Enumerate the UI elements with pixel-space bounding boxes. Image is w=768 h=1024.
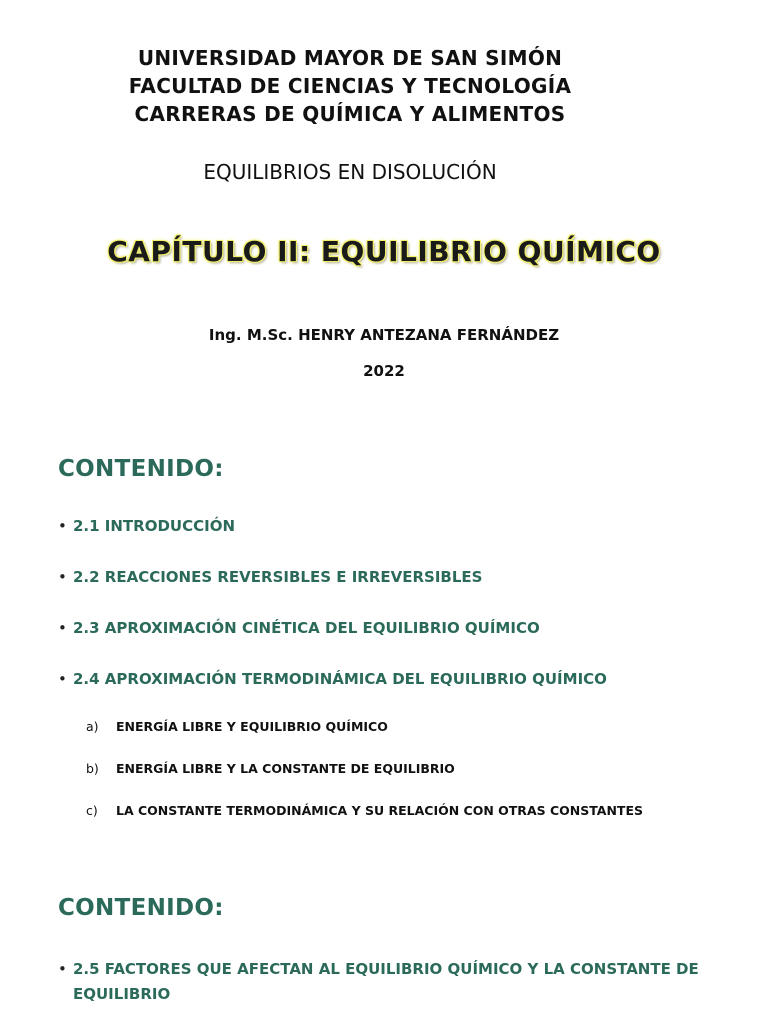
content-subitem [86, 760, 706, 778]
bullet-icon: • [58, 670, 67, 688]
content-item-label: 2.2 REACCIONES REVERSIBLES E IRREVERSIBLES [73, 568, 483, 586]
author-name: Ing. M.Sc. HENRY ANTEZANA FERNÁNDEZ [208, 326, 560, 344]
subitem-letter: b) [86, 761, 99, 776]
content-item [58, 514, 708, 539]
content-subitem [86, 718, 706, 736]
content-heading: CONTENIDO: [58, 895, 224, 921]
subitem-label: LA CONSTANTE TERMODINÁMICA Y SU RELACIÓN CON OTRAS CONSTANTES [116, 803, 643, 818]
subitem-letter: a) [86, 719, 99, 734]
faculty-name: FACULTAD DE CIENCIAS Y TECNOLOGÍA [128, 74, 572, 98]
subitem-label: ENERGÍA LIBRE Y EQUILIBRIO QUÍMICO [116, 719, 388, 734]
bullet-icon: • [58, 568, 67, 586]
content-item [58, 616, 708, 641]
content-heading: CONTENIDO: [58, 456, 224, 482]
university-name: UNIVERSIDAD MAYOR DE SAN SIMÓN [137, 46, 563, 70]
content-item-label: 2.1 INTRODUCCIÓN [73, 517, 235, 535]
year-label: 2022 [363, 362, 405, 380]
bullet-icon: • [58, 517, 67, 535]
content-item [58, 667, 708, 692]
content-item-label: 2.3 APROXIMACIÓN CINÉTICA DEL EQUILIBRIO QUÍMICO [73, 619, 540, 637]
content-item [58, 957, 708, 1007]
course-title: EQUILIBRIOS EN DISOLUCIÓN [203, 160, 497, 184]
content-item [58, 565, 708, 590]
bullet-icon: • [58, 960, 67, 978]
content-item-label: 2.4 APROXIMACIÓN TERMODINÁMICA DEL EQUILIBRIO QUÍMICO [73, 670, 607, 688]
subitem-letter: c) [86, 803, 98, 818]
subitem-label: ENERGÍA LIBRE Y LA CONSTANTE DE EQUILIBRIO [116, 761, 455, 776]
chapter-title: CAPÍTULO II: EQUILIBRIO QUÍMICO [107, 235, 661, 268]
content-item-label: 2.5 FACTORES QUE AFECTAN AL EQUILIBRIO QUÍMICO Y LA CONSTANTE DE EQUILIBRIO [73, 960, 699, 1003]
department-name: CARRERAS DE QUÍMICA Y ALIMENTOS [134, 102, 566, 126]
bullet-icon: • [58, 619, 67, 637]
content-subitem [86, 802, 706, 820]
university-header [0, 44, 700, 128]
